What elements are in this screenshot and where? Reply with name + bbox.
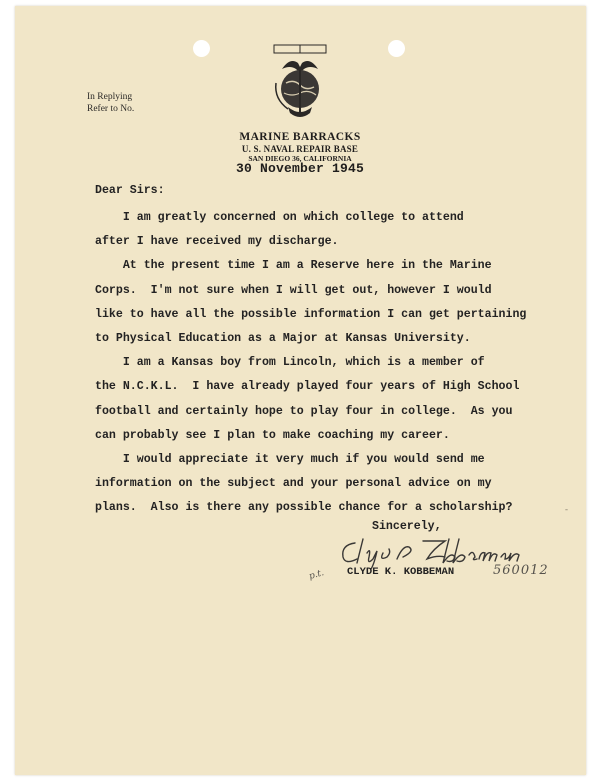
letterhead-location: SAN DIEGO 36, CALIFORNIA: [248, 154, 352, 163]
punch-hole-right: [388, 40, 405, 57]
body-line: football and certainly hope to play four in college. As you: [95, 405, 513, 418]
letterhead-unit: U. S. NAVAL REPAIR BASE: [241, 144, 359, 154]
reply-line-2: Refer to No.: [87, 104, 135, 114]
typed-signature-name: CLYDE K. KOBBEMAN: [347, 566, 455, 578]
body-line: I am greatly concerned on which college to attend: [95, 211, 464, 224]
margin-mark: -: [565, 504, 568, 514]
body-line: can probably see I plan to make coaching my career.: [95, 429, 450, 442]
body-line: after I have received my discharge.: [95, 235, 339, 248]
letter-date: 30 November 1945: [235, 161, 365, 176]
body-line: plans. Also is there any possible chance for a scholarship?: [95, 501, 513, 514]
letterhead-org: MARINE BARRACKS: [239, 131, 361, 143]
reply-reference: [87, 91, 134, 115]
body-line: like to have all the possible information I can get pertaining: [95, 308, 527, 321]
marine-corps-emblem-icon: [268, 43, 332, 121]
closing: Sincerely,: [372, 520, 442, 533]
body-line: I am a Kansas boy from Lincoln, which is a member of: [95, 356, 485, 369]
body-line: Corps. I'm not sure when I will get out, however I would: [95, 284, 492, 297]
reply-line-1: In Replying: [87, 92, 133, 102]
body-line: I would appreciate it very much if you would send me: [95, 453, 485, 466]
salutation: Dear Sirs:: [95, 184, 165, 197]
handwritten-initials: p.t.: [307, 568, 326, 582]
body-line: to Physical Education as a Major at Kansas University.: [95, 332, 471, 345]
handwritten-number: 560012: [493, 563, 549, 578]
punch-hole-left: [193, 40, 210, 57]
body-line: the N.C.K.L. I have already played four years of High School: [95, 380, 520, 393]
body-line: information on the subject and your personal advice on my: [95, 477, 492, 490]
body-line: At the present time I am a Reserve here in the Marine: [95, 259, 492, 272]
